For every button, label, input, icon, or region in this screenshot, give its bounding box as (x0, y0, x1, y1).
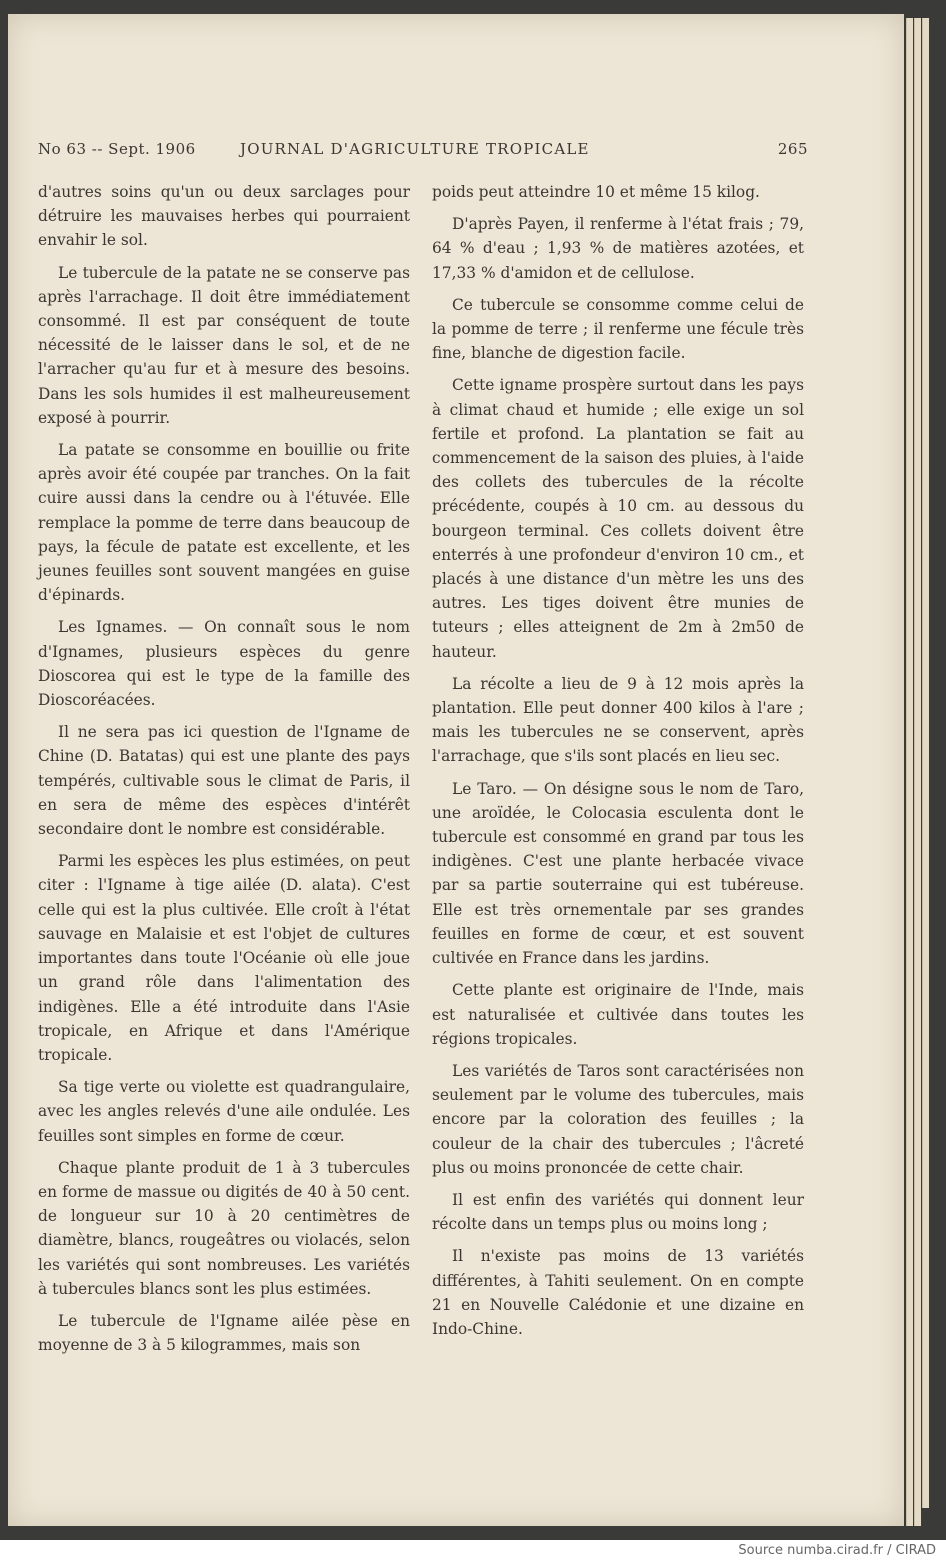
journal-title: JOURNAL D'AGRICULTURE TROPICALE (240, 140, 590, 158)
issue-label: No 63 -- Sept. 1906 (38, 140, 196, 158)
page-edge (906, 18, 913, 1526)
paragraph: Cette plante est originaire de l'Inde, mais est naturalisée et cultivée dans toutes les régions tropicales. (432, 981, 804, 1048)
source-credit: Source numba.cirad.fr / CIRAD (738, 1543, 936, 1558)
paragraph: Il n'existe pas moins de 13 variétés différentes, à Tahiti seulement. On en compte 21 en Nouvelle Calédonie et une dizaine en Indo-Chine. (432, 1247, 804, 1338)
paragraph: Il ne sera pas ici question de l'Igname de Chine (D. Batatas) qui est une plante des pays tempérés, cultivable sous le climat de Paris, il en sera de même des espèces d'intérêt secondaire dont le nombre est considérable. (38, 723, 410, 839)
left-column (38, 180, 410, 1357)
page-edge (922, 18, 929, 1508)
running-header (38, 140, 808, 166)
right-column (432, 180, 804, 1341)
paragraph: Ce tubercule se consomme comme celui de la pomme de terre ; il renferme une fécule très fine, blanche de digestion facile. (432, 295, 804, 363)
paragraph: Cette igname prospère surtout dans les pays à climat chaud et humide ; elle exige un sol fertile et profond. La plantation se fait au commencement de la saison des pluies, à l'aide des collets des tubercules de la récolte précédente, coupés à 10 cm. au dessous du bourgeon terminal. Ces collets doivent être enterrés à une profondeur d'environ 10 cm., et placés à une distance d'un mètre les uns des autres. Les tiges doivent être munies de tuteurs ; elles atteignent de 2m à 2m50 de hauteur. (432, 376, 804, 661)
paragraph: Parmi les espèces les plus estimées, on peut citer : l'Igname à tige ailée (D. alata). C'est celle qui est la plus cultivée. Elle croît à l'état sauvage en Malaisie et est l'objet de cultures importantes dans toute l'Océanie où elle joue un grand rôle dans l'alimentation des indigènes. Elle a été introduite dans l'Asie tropicale, en Afrique et dans l'Amérique tropicale. (38, 852, 410, 1064)
paragraph: La récolte a lieu de 9 à 12 mois après la plantation. Elle peut donner 400 kilos à l'are ; mais les tubercules ne se conservent, après l'arrachage, que s'ils sont placés en lieu sec. (432, 674, 804, 766)
paragraph: d'autres soins qu'un ou deux sarclages pour détruire les mauvaises herbes qui pourraient envahir le sol. (38, 183, 410, 250)
paragraph: Les Ignames. — On connaît sous le nom d'Ignames, plusieurs espèces du genre Dioscorea qui est le type de la famille des Dioscoréacées. (38, 618, 410, 710)
paragraph: poids peut atteindre 10 et même 15 kilog. (432, 183, 760, 201)
page-number: 265 (777, 140, 808, 158)
paragraph: Le tubercule de la patate ne se conserve pas après l'arrachage. Il doit être immédiatement consommé. Il est par conséquent de toute nécessité de le laisser dans le sol, et de ne l'arracher qu'au fur et à mesure des besoins. Dans les sols humides il est malheureusement exposé à pourrir. (38, 263, 410, 427)
paragraph: Sa tige verte ou violette est quadrangulaire, avec les angles relevés d'une aile ondulée. Les feuilles sont simples en forme de cœur. (38, 1078, 410, 1145)
paragraph: Les variétés de Taros sont caractérisées non seulement par le volume des tubercules, mais encore par la coloration des feuilles ; la couleur de la chair des tubercules ; l'âcreté plus ou moins prononcée de cette chair. (432, 1061, 804, 1177)
paragraph: D'après Payen, il renferme à l'état frais ; 79, 64 % d'eau ; 1,93 % de matières azotées, et 17,33 % d'amidon et de cellulose. (432, 215, 804, 282)
page-edge (914, 18, 921, 1526)
paragraph: Le Taro. — On désigne sous le nom de Taro, une aroïdée, le Colocasia esculenta dont le tubercule est consommé en grand par tous les indigènes. C'est une plante herbacée vivace par sa partie souterraine qui est tubéreuse. Elle est très ornementale par ses grandes feuilles en forme de cœur, et est souvent cultivée en France dans les jardins. (432, 779, 804, 968)
paragraph: Il est enfin des variétés qui donnent leur récolte dans un temps plus ou moins long ; (432, 1190, 804, 1234)
paragraph: Chaque plante produit de 1 à 3 tubercules en forme de massue ou digités de 40 à 50 cent. de longueur sur 10 à 20 centimètres de diamètre, blancs, rougeâtres ou violacés, selon les variétés qui sont nombreuses. Les variétés à tubercules blancs sont les plus estimées. (38, 1158, 410, 1298)
paragraph: La patate se consomme en bouillie ou frite après avoir été coupée par tranches. On la fait cuire aussi dans la cendre ou à l'étuvée. Elle remplace la pomme de terre dans beaucoup de pays, la fécule de patate est excellente, et les jeunes feuilles sont souvent mangées en guise d'épinards. (38, 441, 410, 605)
paragraph: Le tubercule de l'Igname ailée pèse en moyenne de 3 à 5 kilogrammes, mais son (38, 1311, 410, 1355)
